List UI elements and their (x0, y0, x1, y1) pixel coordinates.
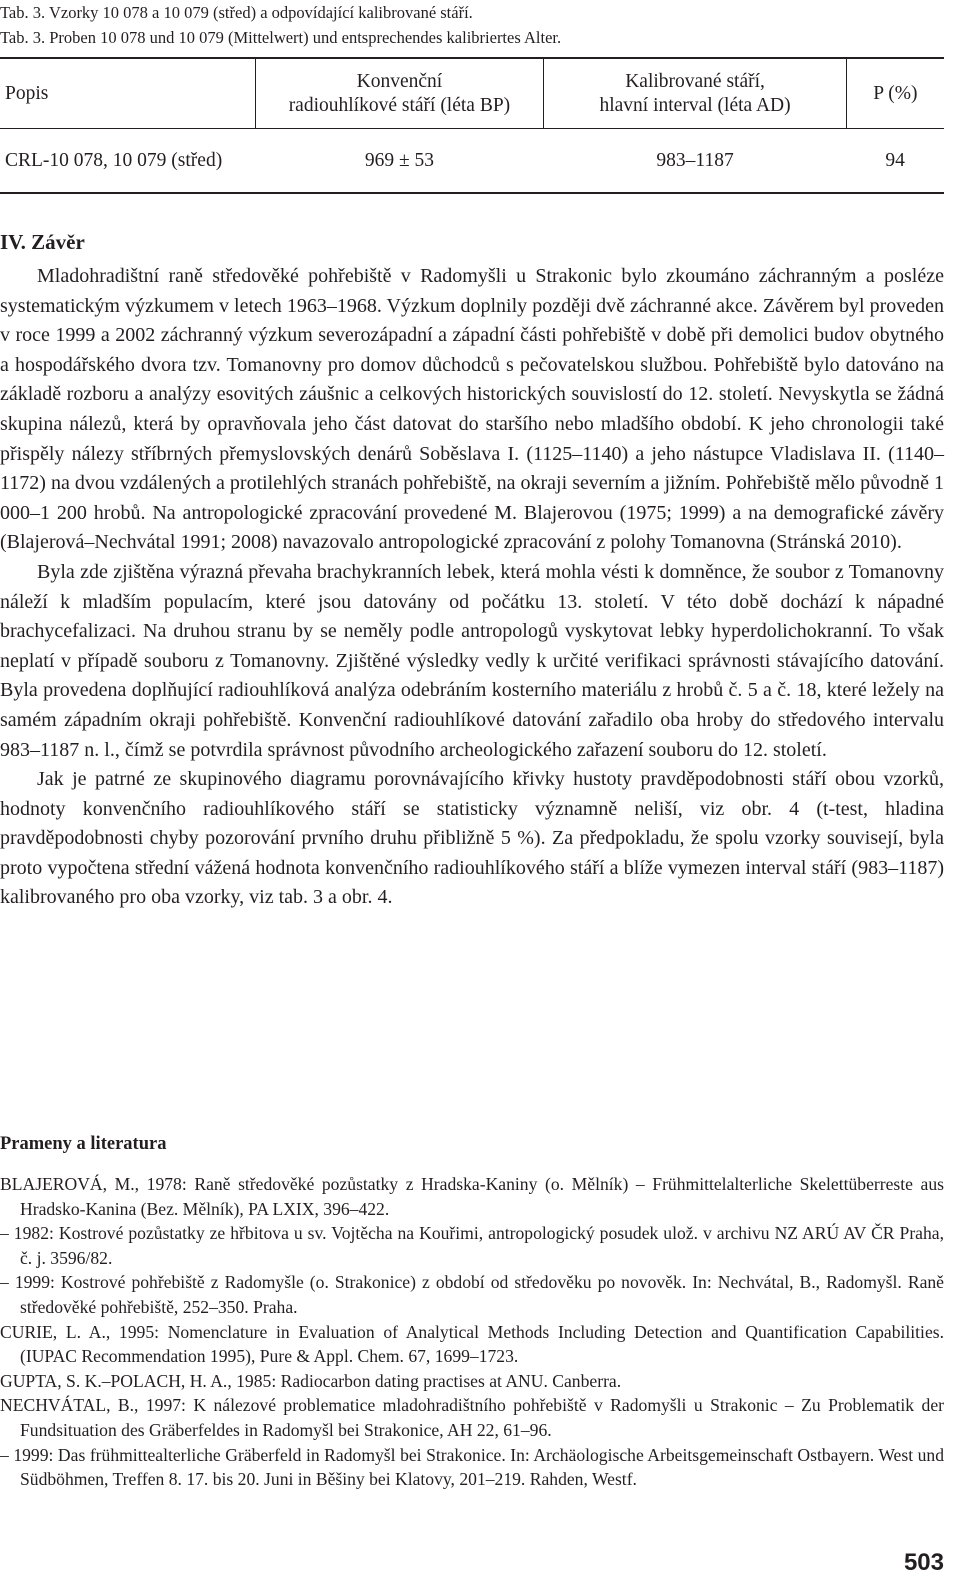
header-kalibrovane (544, 58, 846, 129)
table-caption-german: Tab. 3. Proben 10 078 und 10 079 (Mittelwert) und entsprechendes kalibriertes Alter. (0, 28, 562, 47)
results-table (0, 57, 944, 194)
section-body (0, 262, 944, 913)
header-kalibrovane-line1: Kalibrované stáří, (625, 70, 765, 92)
reference-item: – 1982: Kostrové pozůstatky ze hřbitova u sv. Vojtěcha na Kouřimi, antropologický posudek ulož. v archivu NZ ARÚ AV ČR Praha, č. j. 3596/82. (0, 1223, 944, 1268)
references-title: Prameny a literatura (0, 1134, 167, 1154)
header-konvencni (255, 58, 544, 129)
header-kalibrovane-line2: hlavní interval (léta AD) (599, 94, 791, 116)
cell-p: 94 (885, 149, 905, 171)
header-p: P (%) (846, 58, 944, 129)
reference-item: BLAJEROVÁ, M., 1978: Raně středověké pozůstatky z Hradska-Kaniny (o. Mělník) – Frühmittelalterliche Skelettüberreste aus Hradsko-Kanina (Bez. Mělník), PA LXIX, 396–422. (0, 1174, 944, 1219)
table-header-row (0, 58, 944, 129)
header-konvencni-line2: radiouhlíkové stáří (léta BP) (288, 94, 511, 116)
paragraph-3: Jak je patrné ze skupinového diagramu porovnávajícího křivky hustoty pravděpodobnosti stáří obou vzorků, hodnoty konvenčního radiouhlíkového stáří se statisticky významně neliší, viz obr. 4 (t-test, hladina pravděpodobnosti chyby pozorování prvního druhu přibližně 5 %). Za předpokladu, že spolu vzorky souvisejí, byla proto vypočtena střední vážená hodnota konvenčního radiouhlíkového stáří a blíže vymezen interval stáří (983–1187) kalibrovaného pro oba vzorky, viz tab. 3 a obr. 4. (0, 768, 944, 909)
reference-item: – 1999: Das frühmittealterliche Gräberfeld in Radomyšl bei Strakonice. In: Archäologische Arbeitsgemeinschaft Ostbayern. West und Südböhmen, Treffen 8. 17. bis 20. Juni in Běšiny bei Klatovy, 201–219. Rahden, Westf. (0, 1444, 944, 1490)
paragraph-1: Mladohradištní raně středověké pohřebiště v Radomyšli u Strakonic bylo zkoumáno záchranným a posléze systematickým výzkumem v letech 1963–1968. Výzkum doplnily později dvě záchranné akce. Závěrem byl proveden v roce 1999 a 2002 záchranný výzkum severozápadní a západní části pohřebiště v době při demolici budov obytného a hospodářského dvora tzv. Tomanovny pro domov důchodců s pečovatelskou službou. Pohřebiště bylo datováno na základě rozboru a analýzy esovitých záušnic a celkových historických souvislostí do 12. století. Nevyskytla se žádná skupina nálezů, která by opravňovala jeho část datovat do staršího nebo mladšího období. K jeho chronologii také přispěly nálezy stříbrných přemyslovských denárů Soběslava I. (1125–1140) a jeho nástupce Vladislava II. (1140–1172) na dvou vzdálených a protilehlých stranách pohřebiště, na okraji severním a jižním. Pohřebiště mělo původně 1 000–1 200 hrobů. Na antropologické zpracování provedené M. Blajerovou (1975; 1999) a na demografické závěry (Blajerová–Nechvátal 1991; 2008) navazovalo antropologické zpracování z polohy Tomanovna (Stránská 2010). (0, 265, 944, 554)
paragraph-2: Byla zde zjištěna výrazná převaha brachykranních lebek, která mohla vésti k domněnce, že soubor z Tomanovny náleží k mladším populacím, které jsou datovány od počátku 13. století. V této době dochází k nápadné brachycefalizaci. Na druhou stranu by se neměly podle antropologů vyskytovat lebky hyperdolichokranní. To však neplatí v případě souboru z Tomanovny. Zjištěné výsledky vedly k určité verifikaci správnosti stávajícího datování. Byla provedena doplňující radiouhlíková analýza odebráním kosterního materiálu z hrobů č. 5 a č. 18, které ležely na samém západním okraji pohřebiště. Konvenční radiouhlíkové datování zařadilo oba hroby do středového intervalu 983–1187 n. l., čímž se potvrdila správnost původního archeologického zařazení souboru do 12. století. (0, 560, 944, 761)
reference-item: CURIE, L. A., 1995: Nomenclature in Evaluation of Analytical Methods Including Detection and Quantification Capabilities. (IUPAC Recommendation 1995), Pure & Appl. Chem. 67, 1699–1723. (0, 1321, 944, 1367)
cell-kalibrovane: 983–1187 (656, 149, 734, 171)
section-heading: IV. Závěr (0, 230, 85, 254)
reference-item: – 1999: Kostrové pohřebiště z Radomyšle (o. Strakonice) z období od středověku po novověk. In: Nechvátal, B., Radomyšl. Raně středověké pohřebiště, 252–350. Praha. (0, 1272, 944, 1317)
page-number: 503 (903, 1549, 944, 1576)
cell-konvencni: 969 ± 53 (364, 149, 435, 171)
table-caption-czech: Tab. 3. Vzorky 10 078 a 10 079 (střed) a odpovídající kalibrované stáří. (0, 3, 473, 22)
header-popis: Popis (5, 82, 49, 104)
cell-popis: CRL-10 078, 10 079 (střed) (5, 149, 223, 171)
reference-item: GUPTA, S. K.–POLACH, H. A., 1985: Radiocarbon dating practises at ANU. Canberra. (0, 1370, 622, 1391)
reference-item: NECHVÁTAL, B., 1997: K nálezové problematice mladohradištního pohřebiště v Radomyšli u Strakonic – Zu Problematik der Fundsituation des Gräberfeldes in Radomyšl bei Strakonice, AH 22, 61–96. (0, 1395, 944, 1440)
results-table-grid (0, 57, 944, 194)
references-list (0, 1172, 944, 1492)
table-row (0, 129, 944, 194)
header-konvencni-line1: Konvenční (356, 70, 443, 92)
